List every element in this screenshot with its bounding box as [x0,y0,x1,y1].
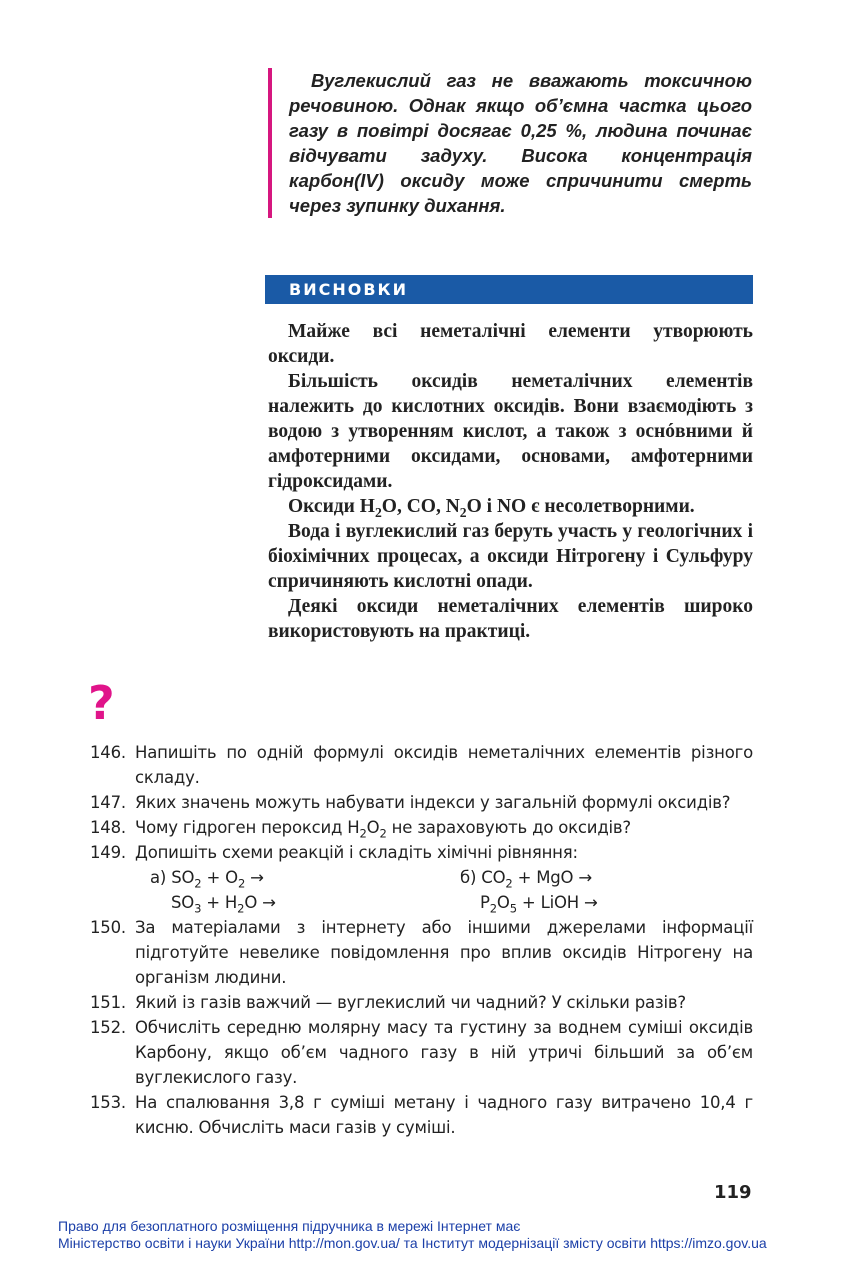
question-text: Який із газів важчий — вуглекислий чи чадний? У скільки разів? [135,993,686,1012]
reaction-b2: $P_2O_5$ + LiOH → [480,893,598,916]
question-153 [90,1090,753,1140]
conclusion-4: Вода і вуглекислий газ беруть участь у геологічних і біохімічних процесах, а оксиди Нітрогену і Сульфуру спричиняють кислотні опади. [268,521,753,592]
section-header: ВИСНОВКИ [265,275,753,304]
question-number: 152. [90,1018,126,1037]
question-text: На спалювання 3,8 г суміші метану і чадного газу витрачено 10,4 г кисню. Обчисліть маси газів у суміші. [135,1093,753,1137]
question-number: 148. [90,818,126,837]
question-148 [90,815,753,840]
text: не зараховують до оксидів? [386,818,631,837]
question-149 [90,840,753,865]
footer-line-2: Міністерство освіти і науки України http://mon.gov.ua/ та Інститут модернізації змісту освіти https://imzo.gov.ua [58,1235,767,1251]
conclusion-2: Більшість оксидів неметалічних елементів належить до кислотних оксидів. Вони взаємодіють з водою з утворенням кислот, а також з оснóвними й амфотерними оксидами, основами, амфотерними гідроксидами. [268,371,753,492]
conclusions [268,319,753,644]
question-text: Яких значень можуть набувати індекси у загальній формулі оксидів? [135,793,731,812]
question-text: Допишіть схеми реакцій і складіть хімічні рівняння: [135,843,578,862]
page-number: 119 [714,1182,752,1203]
question-text [135,815,753,840]
subscript: 2 [379,826,387,841]
reaction-a2: $SO_3 + H_2O$ → [171,893,276,916]
question-text: За матеріалами з інтернету або іншими джерелами інформації підготуйте невелике повідомлення про вплив оксидів Нітрогену на організм людини. [135,918,753,987]
reaction-a1: а) $SO_2 + O_2$ → [150,868,264,891]
text: Оксиди H [288,496,375,517]
text: O, CO, N [381,496,460,517]
footer-line-1: Право для безоплатного розміщення підручника в мережі Інтернет має [58,1218,521,1234]
subscript: 2 [459,504,467,520]
question-151 [90,990,753,1015]
question-text: Напишіть по одній формулі оксидів неметалічних елементів різного складу. [135,743,753,787]
subscript: 2 [374,504,382,520]
conclusion-3 [268,494,753,519]
question-150 [90,915,753,990]
question-147 [90,790,753,815]
subscript: 2 [359,826,367,841]
conclusion-5: Деякі оксиди неметалічних елементів широко використовують на практиці. [268,596,753,642]
question-number: 150. [90,918,126,937]
text: O [366,818,380,837]
question-number: 149. [90,843,126,862]
reaction-b1: б) $CO_2$ + MgO → [460,868,593,891]
footer-notice [58,1218,767,1252]
conclusion-1: Майже всі неметалічні елементи утворюють оксиди. [268,321,753,367]
question-number: 147. [90,793,126,812]
question-number: 146. [90,743,126,762]
question-152 [90,1015,753,1090]
question-text: Обчисліть середню молярну масу та густину за воднем суміші оксидів Карбону, якщо об’єм чадного газу в ній утричі більший за об’єм вуглекислого газу. [135,1018,753,1087]
question-number: 153. [90,1093,126,1112]
text: O і NO є несолетворними. [466,496,695,517]
info-note: Вуглекислий газ не вважають токсичною речовиною. Однак якщо об’ємна частка цього газу в повітрі досягає 0,25 %, людина починає відчувати задуху. Висока концентрація карбон(IV) оксиду може спричинити смерть через зупинку дихання. [268,68,752,218]
question-146 [90,740,753,790]
text: Чому гідроген пероксид H [135,818,360,837]
questions-list [90,740,753,1140]
question-number: 151. [90,993,126,1012]
question-mark-icon: ? [88,676,115,730]
reaction-schemes [90,865,753,915]
